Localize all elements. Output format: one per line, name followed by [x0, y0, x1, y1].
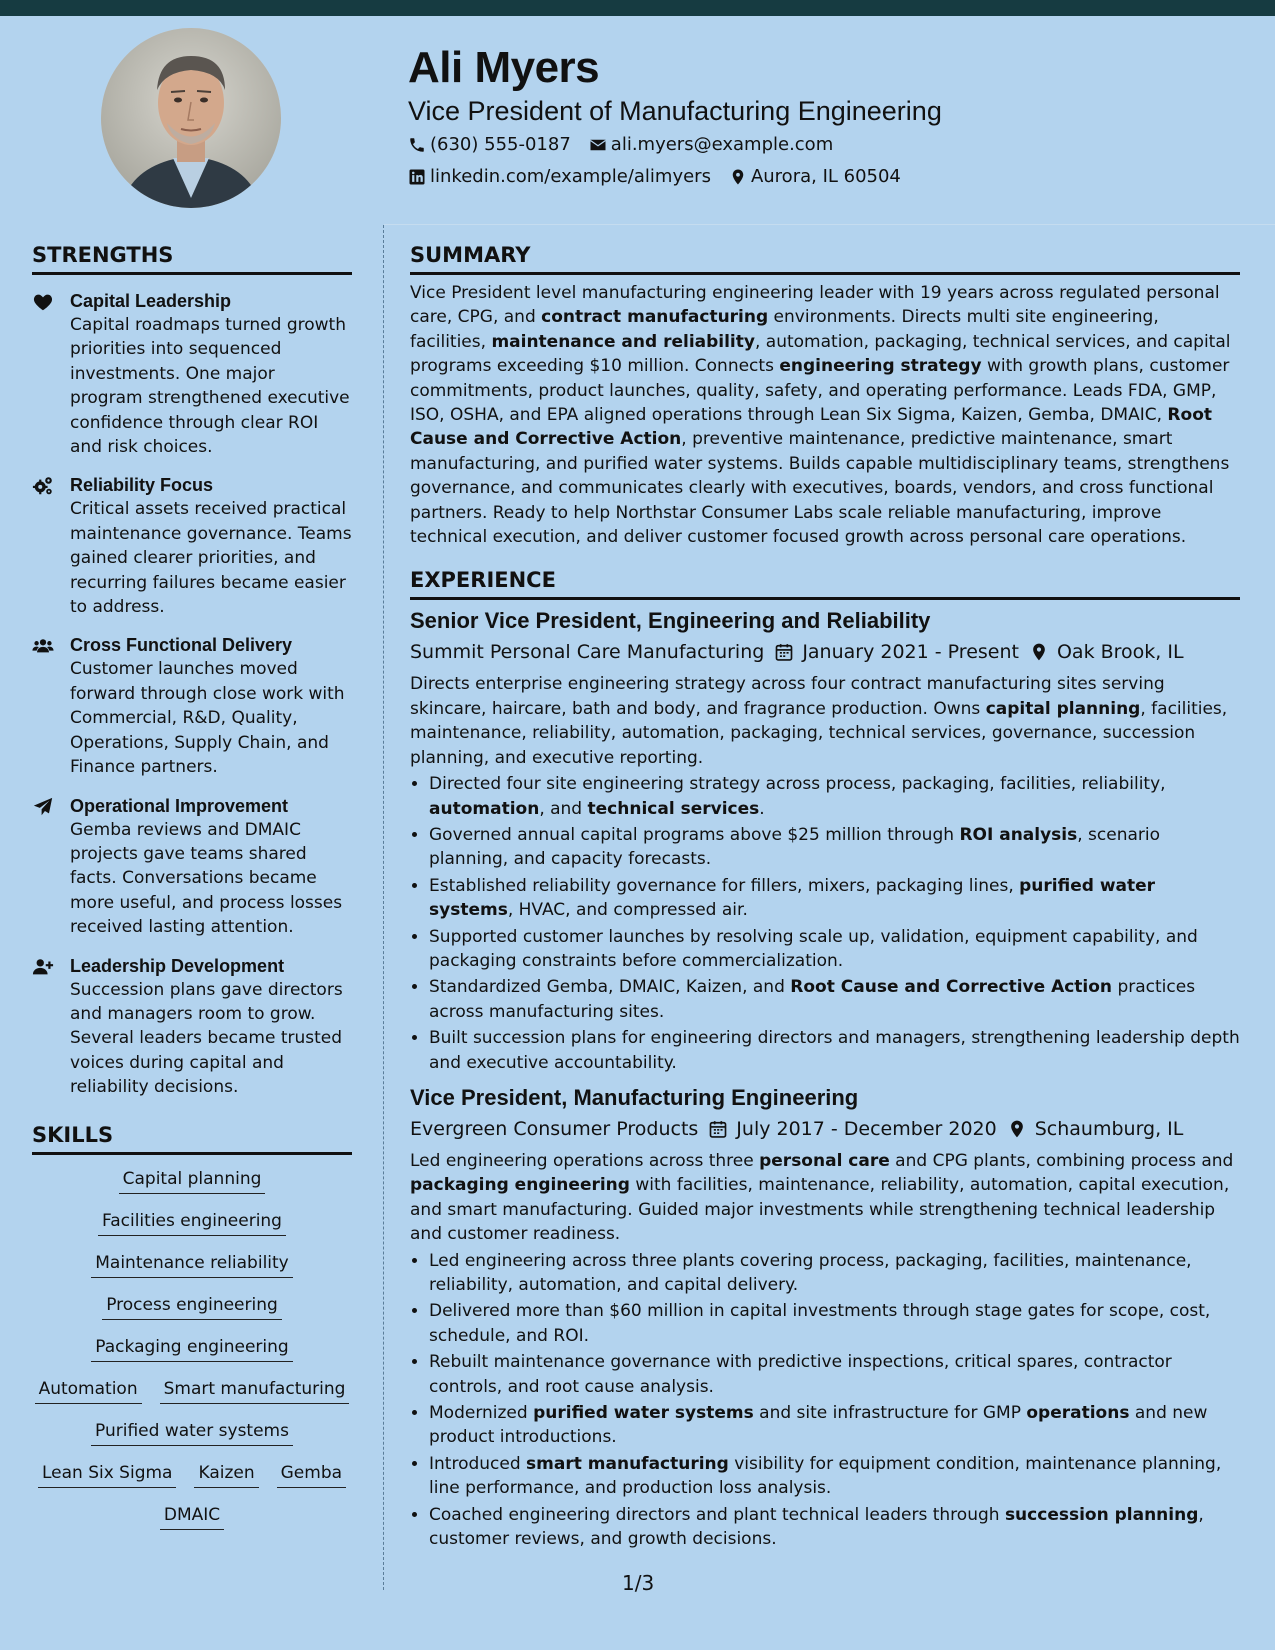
- text-segment: with growth plans, customer commitments, product launches, quality, safety, and operating performance. Leads FDA, GMP, ISO, OSHA, and EPA aligned operations through Lean Six Sigma, Kaizen, Gemba, DMAIC,: [410, 356, 1230, 426]
- skill-tag: Purified water systems: [91, 1419, 293, 1446]
- summary-text: [410, 281, 1240, 549]
- calendar-icon: [774, 642, 794, 662]
- strength-title: Cross Functional Delivery: [70, 635, 293, 656]
- summary-heading: SUMMARY: [410, 238, 1240, 275]
- bold-text: Root Cause and Corrective Action: [790, 977, 1113, 998]
- job-meta: [410, 1115, 1240, 1143]
- skill-tag: Capital planning: [119, 1167, 266, 1194]
- skills-list: [32, 1163, 352, 1534]
- location-contact: [729, 165, 901, 189]
- skill-tag: Lean Six Sigma: [38, 1461, 177, 1488]
- text-segment: , and: [539, 798, 588, 819]
- skill-tag: Smart manufacturing: [160, 1377, 350, 1404]
- phone-icon: [408, 136, 426, 154]
- text-segment: practices across manufacturing sites.: [429, 977, 1196, 1022]
- job-dates: January 2021 - Present: [802, 641, 1019, 664]
- skill-tag: DMAIC: [160, 1503, 224, 1530]
- strength-description: Gemba reviews and DMAIC projects gave teams shared facts. Conversations became more useful, and process losses received lasting attention.: [70, 819, 343, 938]
- bullet-item: [429, 1401, 1240, 1450]
- bullet-item: [429, 1503, 1240, 1552]
- bold-text: purified water systems: [533, 1403, 754, 1424]
- text-segment: Directs enterprise engineering strategy across four contract manufacturing sites serving skincare, haircare, bath and body, and fragrance production. Owns: [410, 674, 1165, 719]
- text-segment: environments. Directs multi site engineering, facilities,: [410, 307, 1159, 352]
- bullet-item: [429, 874, 1240, 923]
- map-pin-icon: [1007, 1119, 1027, 1139]
- bold-text: ROI analysis: [959, 824, 1078, 845]
- skill-tag: Process engineering: [102, 1293, 282, 1320]
- users-icon: [32, 635, 54, 657]
- text-segment: Standardized Gemba, DMAIC, Kaizen, and: [429, 977, 791, 998]
- bullet-item: [429, 975, 1240, 1024]
- text-segment: Governed annual capital programs above $25 million through: [429, 824, 960, 845]
- strength-title: Reliability Focus: [70, 475, 214, 496]
- bullet-item: [429, 925, 1240, 974]
- company-name: Summit Personal Care Manufacturing: [410, 641, 765, 664]
- strength-description: Capital roadmaps turned growth priorities into sequenced investments. One major program strengthened executive confidence through clear ROI and risk choices.: [70, 315, 350, 458]
- text-segment: Directed four site engineering strategy across process, packaging, facilities, reliability,: [429, 774, 1166, 795]
- profile-photo: [101, 28, 281, 208]
- linkedin-contact[interactable]: [408, 165, 711, 189]
- phone-contact[interactable]: [408, 133, 571, 157]
- bold-text: succession planning: [1004, 1504, 1199, 1525]
- strength-description: Customer launches moved forward through close work with Commercial, R&D, Quality, Operations, Supply Chain, and Finance partners.: [70, 659, 345, 778]
- bold-text: packaging engineering: [410, 1175, 630, 1196]
- text-segment: Delivered more than $60 million in capital investments through stage gates for scope, cost, schedule, and ROI.: [429, 1301, 1211, 1346]
- text-segment: , facilities, maintenance, reliability, automation, packaging, technical services, governance, succession planning, and executive reporting.: [410, 698, 1228, 768]
- job-bullets: [410, 1249, 1240, 1552]
- contact-row-1: [408, 133, 833, 157]
- job-location: Oak Brook, IL: [1056, 641, 1184, 664]
- bold-text: purified water systems: [429, 875, 1156, 921]
- text-segment: Coached engineering directors and plant technical leaders through: [429, 1504, 1005, 1525]
- text-segment: , HVAC, and compressed air.: [507, 900, 748, 921]
- job-entry: [410, 1083, 1240, 1552]
- gears-icon: [32, 475, 54, 497]
- bold-text: contract manufacturing: [541, 307, 769, 328]
- company-name: Evergreen Consumer Products: [410, 1117, 699, 1140]
- main-column: [410, 238, 1240, 1553]
- bold-text: maintenance and reliability: [491, 331, 755, 352]
- strength-title: Leadership Development: [70, 955, 285, 976]
- strength-description: Succession plans gave directors and managers room to grow. Several leaders became trusted voices during capital and reliability decisions.: [70, 979, 343, 1098]
- job-title: Vice President, Manufacturing Engineering: [410, 1084, 859, 1110]
- strength-item: [32, 473, 352, 619]
- strength-item: [32, 954, 352, 1100]
- skill-tag: Gemba: [277, 1461, 346, 1488]
- text-segment: and new product introductions.: [429, 1403, 1208, 1448]
- linkedin-icon: [408, 168, 426, 186]
- text-segment: and CPG plants, combining process and: [889, 1150, 1234, 1171]
- skills-heading: SKILLS: [32, 1118, 352, 1155]
- heart-icon: [32, 291, 54, 313]
- skill-tag: Kaizen: [194, 1461, 258, 1488]
- bold-text: automation: [429, 798, 540, 819]
- job-location: Schaumburg, IL: [1034, 1117, 1184, 1140]
- text-segment: .: [759, 798, 765, 819]
- user-plus-icon: [32, 956, 54, 978]
- sidebar: [32, 238, 352, 1534]
- bullet-item: [429, 823, 1240, 872]
- bullet-item: [429, 1026, 1240, 1075]
- job-description: [410, 1149, 1240, 1247]
- text-segment: Supported customer launches by resolving scale up, validation, equipment capability, and packaging constraints before commercialization.: [429, 926, 1198, 971]
- strength-item: [32, 794, 352, 940]
- bold-text: technical services: [587, 798, 760, 819]
- job-description: [410, 672, 1240, 770]
- phone-text: (630) 555-0187: [430, 134, 571, 155]
- page-number: 1/3: [622, 1571, 655, 1595]
- strengths-heading: STRENGTHS: [32, 238, 352, 275]
- job-title: Senior Vice President, Engineering and Reliability: [410, 608, 931, 634]
- text-segment: Established reliability governance for fillers, mixers, packaging lines,: [429, 875, 1020, 896]
- text-segment: with facilities, maintenance, reliability, automation, capital execution, and smart manufacturing. Guided major investments while strengthening technical leadership and customer readiness.: [410, 1175, 1230, 1245]
- bold-text: personal care: [759, 1150, 890, 1171]
- bold-text: capital planning: [985, 698, 1141, 719]
- email-text: ali.myers@example.com: [610, 134, 834, 155]
- text-segment: Vice President level manufacturing engineering leader with 19 years across regulated personal care, CPG, and: [410, 283, 1220, 328]
- job-dates: July 2017 - December 2020: [736, 1117, 997, 1140]
- bold-text: Root Cause and Corrective Action: [410, 405, 1212, 450]
- bullet-item: [429, 1350, 1240, 1399]
- bold-text: operations: [1026, 1403, 1130, 1424]
- text-segment: and site infrastructure for GMP: [753, 1403, 1027, 1424]
- map-pin-icon: [1029, 642, 1049, 662]
- text-segment: Built succession plans for engineering directors and managers, strengthening leadership depth and executive accountability.: [429, 1028, 1240, 1073]
- text-segment: Led engineering operations across three: [410, 1150, 760, 1171]
- column-divider: [383, 225, 384, 1590]
- bullet-item: [429, 1452, 1240, 1501]
- candidate-name: Ali Myers: [408, 43, 600, 92]
- text-segment: visibility for equipment condition, maintenance planning, line performance, and production loss analysis.: [429, 1453, 1222, 1499]
- strength-description: Critical assets received practical maintenance governance. Teams gained clearer priorities, and recurring failures became easier to address.: [70, 499, 352, 618]
- text-segment: Led engineering across three plants covering process, packaging, facilities, maintenance, reliability, automation, and capital delivery.: [429, 1250, 1192, 1295]
- calendar-icon: [708, 1119, 728, 1139]
- job-bullets: [410, 772, 1240, 1075]
- email-contact[interactable]: [589, 133, 833, 157]
- text-segment: , scenario planning, and capacity forecasts.: [429, 824, 1161, 870]
- bullet-item: [429, 772, 1240, 821]
- contact-row-2: [408, 165, 901, 189]
- experience-heading: EXPERIENCE: [410, 563, 1240, 600]
- bullet-item: [429, 1299, 1240, 1348]
- job-entry: [410, 606, 1240, 1075]
- location-text: Aurora, IL 60504: [750, 166, 901, 187]
- skill-tag: Facilities engineering: [98, 1209, 286, 1236]
- skill-tag: Automation: [35, 1377, 142, 1404]
- text-segment: Introduced: [429, 1453, 527, 1474]
- text-segment: , preventive maintenance, predictive maintenance, smart manufacturing, and purified water systems. Builds capable multidisciplinary teams, strengthens governance, and communicates clearly with executives, boards, vendors, and cross functional partners. Ready to help Northstar Consumer Labs scale reliable manufacturing, improve technical execution, and deliver customer focused growth across personal care operations.: [410, 429, 1230, 548]
- bold-text: smart manufacturing: [526, 1453, 729, 1474]
- candidate-title: Vice President of Manufacturing Engineering: [408, 96, 942, 126]
- skill-tag: Packaging engineering: [91, 1335, 292, 1362]
- map-pin-icon: [729, 168, 747, 186]
- strength-title: Capital Leadership: [70, 291, 232, 311]
- text-segment: , customer reviews, and growth decisions.: [429, 1504, 1204, 1550]
- paper-plane-icon: [32, 796, 54, 818]
- header-divider: [384, 224, 1275, 225]
- bullet-item: [429, 1249, 1240, 1298]
- envelope-icon: [589, 136, 607, 154]
- top-accent-bar: [0, 0, 1275, 16]
- text-segment: Modernized: [429, 1403, 534, 1424]
- bold-text: engineering strategy: [779, 356, 982, 377]
- text-segment: , automation, packaging, technical services, and capital programs exceeding $10 million. Connects: [410, 331, 1231, 377]
- strength-item: [32, 289, 352, 459]
- skill-tag: Maintenance reliability: [91, 1251, 293, 1278]
- strength-title: Operational Improvement: [70, 795, 289, 816]
- strength-item: [32, 633, 352, 779]
- text-segment: Rebuilt maintenance governance with predictive inspections, critical spares, contractor controls, and root cause analysis.: [429, 1352, 1172, 1397]
- job-meta: [410, 638, 1240, 666]
- linkedin-text: linkedin.com/example/alimyers: [430, 166, 711, 187]
